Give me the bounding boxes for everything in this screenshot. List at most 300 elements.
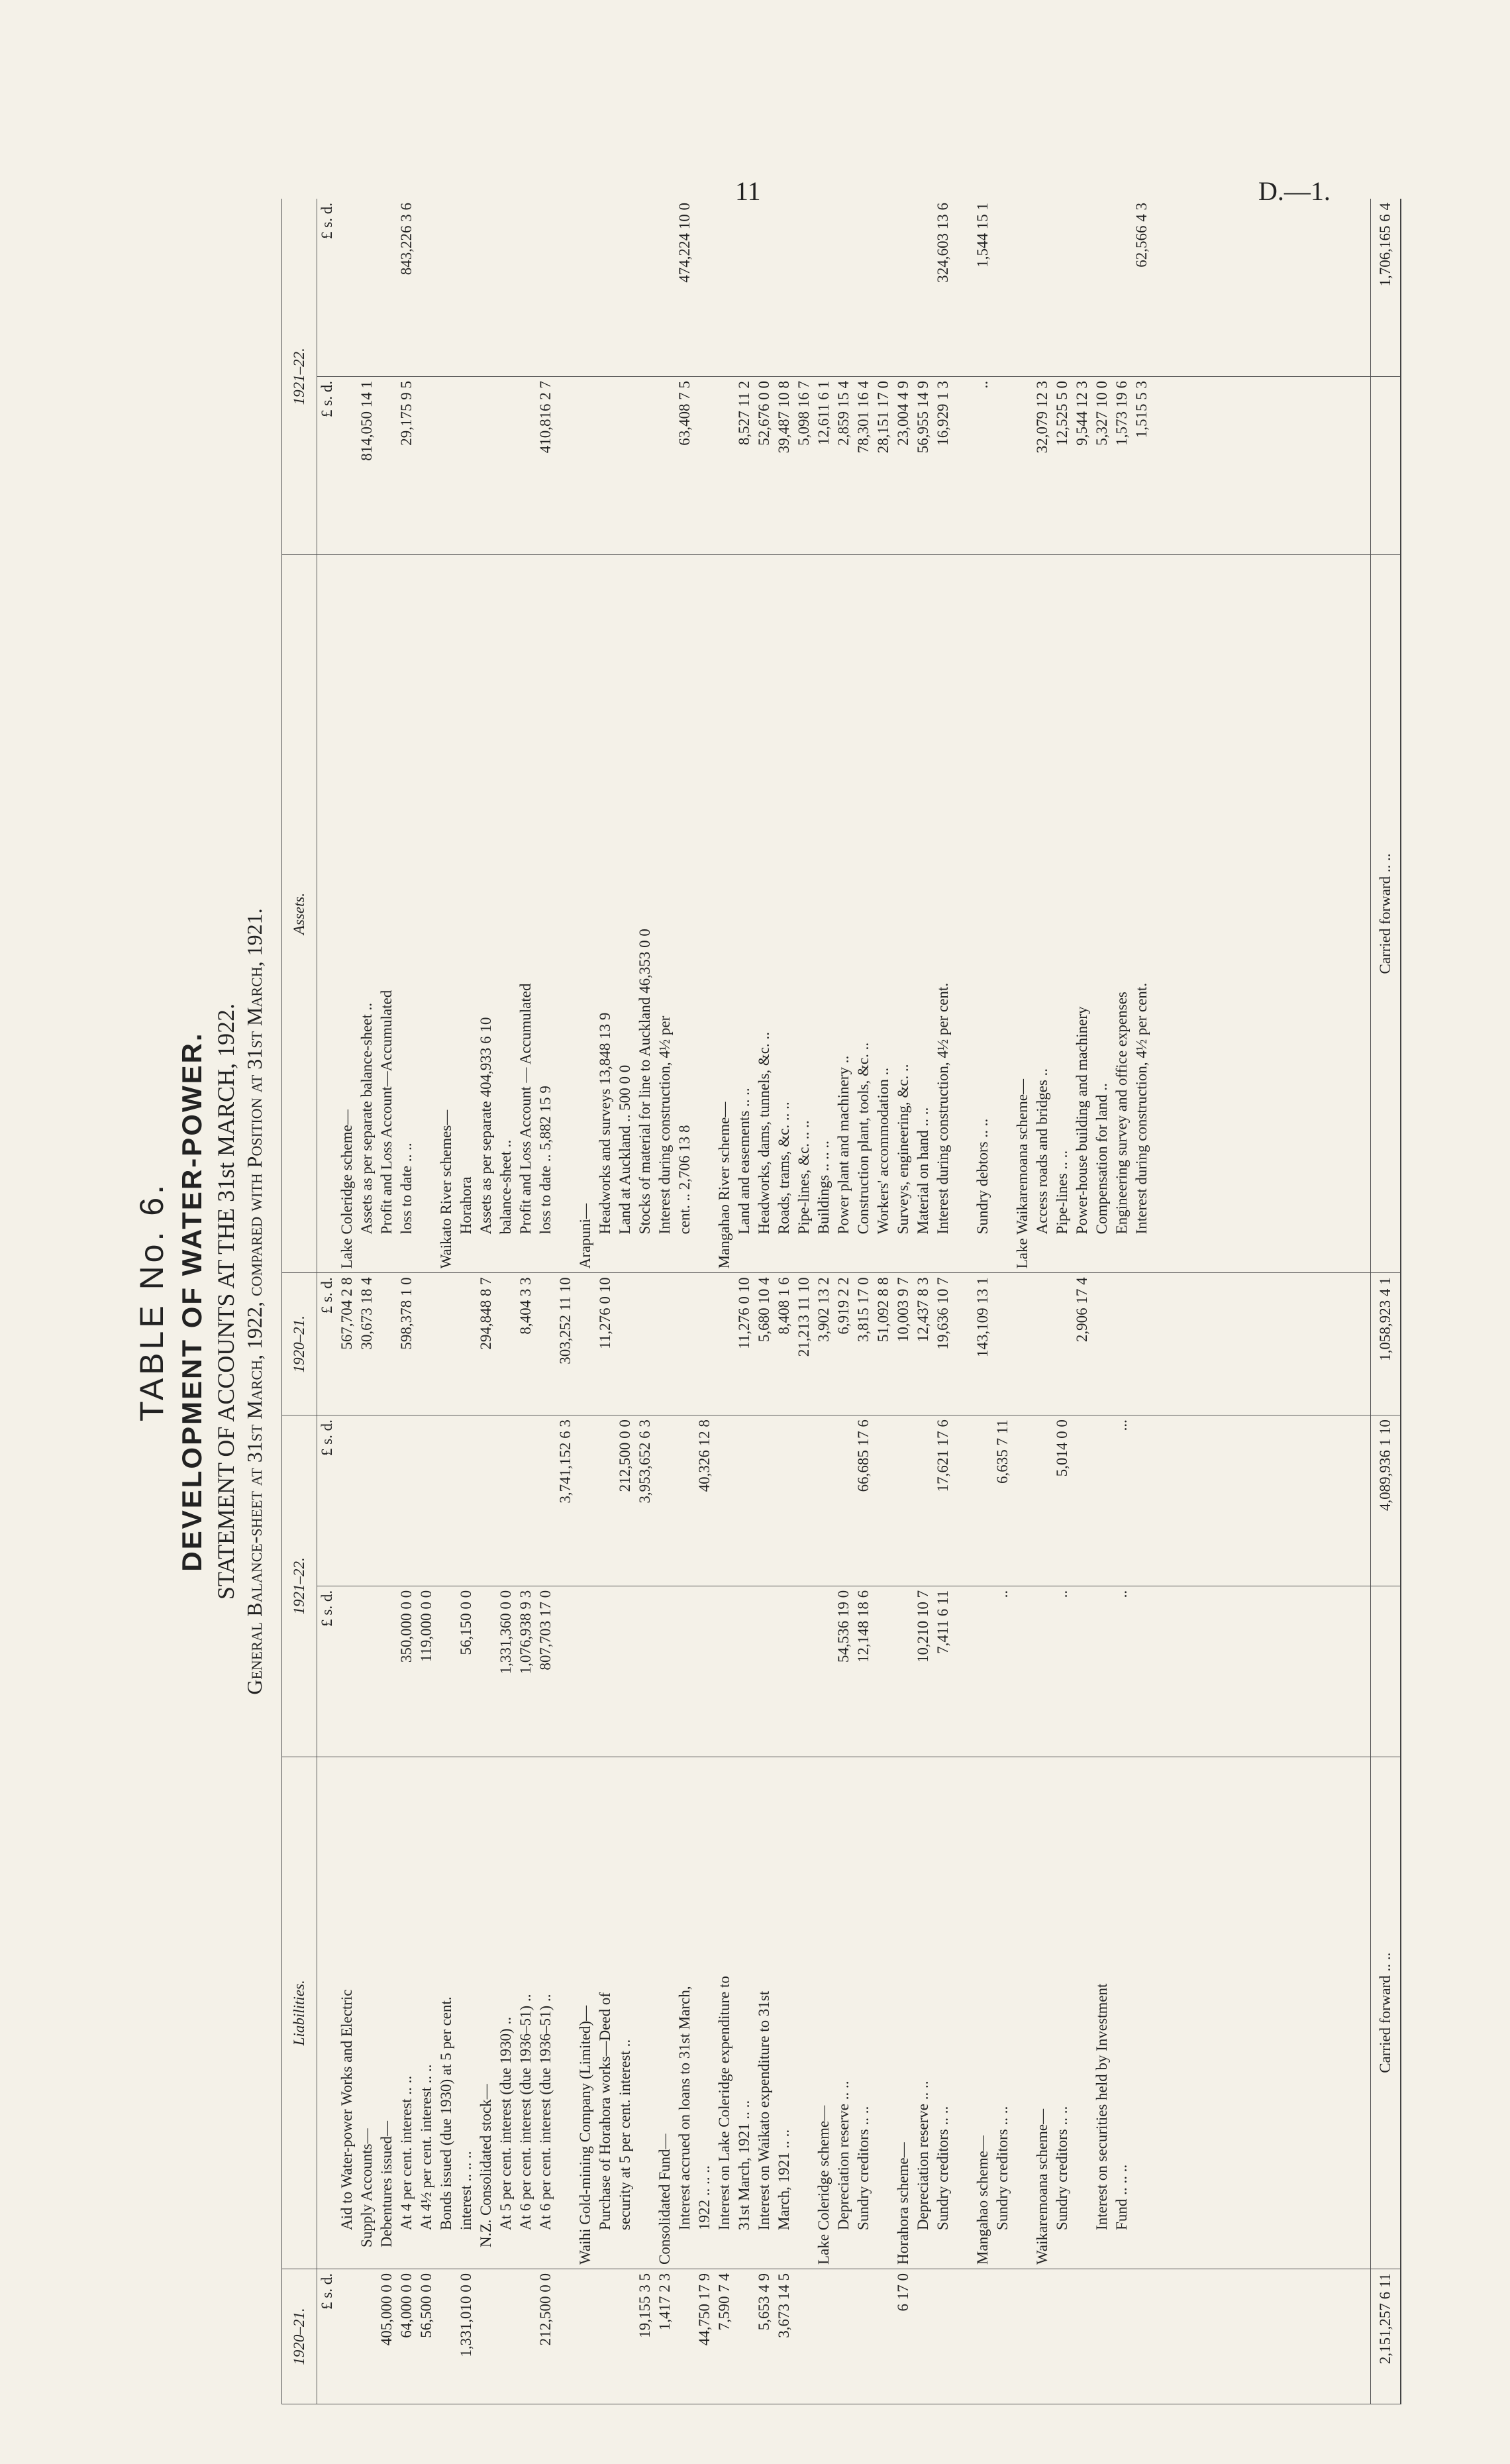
row-amount: [973, 1419, 993, 1582]
row-amount: 7,411 6 11: [934, 1590, 951, 1654]
assets-cur-detail-column: [337, 377, 1371, 555]
header-liab-prev-year: 1920–21.: [282, 2269, 317, 2404]
row-amount: 56,500 0 0: [418, 2273, 434, 2338]
row-amount: 5,653 4 9: [756, 2273, 772, 2331]
row-label: At 4 per cent. interest .. ..: [398, 2075, 415, 2230]
row-amount: [1013, 203, 1032, 372]
row-amount: 64,000 0 0: [398, 2273, 415, 2338]
row-amount: [754, 203, 774, 372]
row-amount: [675, 1277, 695, 1411]
row-amount: 143,109 13 1: [974, 1277, 991, 1358]
row-amount: [496, 203, 516, 372]
row-amount: [814, 2273, 834, 2400]
row-amount: [417, 1419, 436, 1582]
row-amount: [1072, 203, 1092, 372]
row-label: Arapuni—: [577, 1203, 593, 1269]
row-amount: [913, 203, 933, 372]
row-amount: [953, 381, 973, 550]
row-amount: [893, 1419, 913, 1582]
row-amount: [854, 203, 874, 372]
row-amount: [655, 381, 675, 550]
header-assets-prev-year: 1920–21.: [282, 1273, 317, 1415]
row-amount: 29,175 9 5: [398, 381, 415, 446]
row-amount: 350,000 0 0: [398, 1590, 415, 1663]
rotated-table-page: [113, 192, 1411, 2411]
row-amount: [655, 203, 675, 372]
row-amount: [516, 381, 536, 550]
row-amount: [834, 1419, 854, 1582]
row-amount: [1013, 1590, 1032, 1753]
row-amount: [754, 1590, 774, 1753]
row-label: Mangahao River scheme—: [716, 1102, 732, 1269]
row-label: Mangahao scheme—: [974, 2135, 991, 2265]
row-amount: [754, 1419, 774, 1582]
row-amount: [377, 203, 397, 372]
row-label: At 5 per cent. interest (due 1930) ..: [497, 2017, 514, 2230]
row-amount: [635, 203, 655, 372]
row-amount: [556, 1590, 576, 1753]
row-amount: 1,331,010 0 0: [458, 2273, 474, 2357]
row-amount: [576, 1590, 595, 1753]
row-label: March, 1921 .. ..: [776, 2129, 792, 2230]
row-amount: 5,014 0 0: [1054, 1419, 1070, 1477]
row-amount: [436, 2273, 456, 2400]
page-number: 11: [735, 176, 761, 206]
row-amount: 56,150 0 0: [458, 1590, 474, 1655]
row-amount: [476, 203, 496, 372]
row-amount: 9,544 12 3: [1074, 381, 1090, 446]
row-label: loss to date .. ..: [398, 1143, 415, 1235]
row-amount: [377, 1590, 397, 1753]
row-amount: 3,902 13 2: [815, 1277, 832, 1343]
row-amount: [635, 381, 655, 550]
row-amount: [874, 1590, 893, 1753]
row-label: 1922 .. .. ..: [696, 2165, 713, 2230]
assets-cur-total-column: [337, 199, 1371, 377]
row-amount: [1092, 1590, 1112, 1753]
row-amount: [774, 1590, 794, 1753]
row-amount: 12,437 8 3: [915, 1277, 931, 1343]
row-amount: 11,276 0 10: [597, 1277, 613, 1349]
row-amount: 32,079 12 3: [1034, 381, 1050, 454]
row-label: Debentures issued—: [378, 2120, 395, 2247]
row-amount: [1072, 1419, 1092, 1582]
row-amount: ..: [1113, 1590, 1130, 1598]
row-label: Compensation for land ..: [1093, 1083, 1110, 1235]
row-label: [874, 1761, 893, 2265]
row-amount: 807,703 17 0: [537, 1590, 554, 1670]
lsd-header: £ s. d.: [317, 1415, 338, 1586]
row-label: Pipe-lines, &c. .. ..: [795, 1120, 812, 1235]
row-amount: 62,566 4 3: [1133, 203, 1150, 268]
row-amount: [715, 203, 734, 372]
assets-labels-column: [337, 554, 1371, 1273]
assets-prev-column: [337, 1273, 1371, 1415]
row-label: Aid to Water-power Works and Electric: [338, 1989, 355, 2230]
row-amount: [456, 203, 476, 372]
row-label: Supply Accounts—: [358, 2128, 375, 2247]
liabilities-labels-column: [337, 1757, 1371, 2269]
row-amount: [516, 2273, 536, 2400]
row-amount: [436, 203, 456, 372]
row-label: Fund .. .. ..: [1113, 2164, 1130, 2230]
assets-carried-forward: Carried forward .. ..: [1371, 554, 1401, 1273]
row-amount: 294,848 8 7: [478, 1277, 494, 1350]
row-amount: [695, 1590, 715, 1753]
row-amount: 119,000 0 0: [418, 1590, 434, 1663]
row-amount: [794, 203, 814, 372]
row-amount: [1092, 1419, 1112, 1582]
row-label: At 6 per cent. interest (due 1936–51) ..: [517, 1994, 534, 2230]
row-amount: [357, 2273, 377, 2400]
row-amount: [715, 1277, 734, 1411]
row-label: Stocks of material for line to Auckland 46,353 0 0: [636, 929, 653, 1235]
row-amount: [695, 1277, 715, 1411]
row-label: Waihi Gold-mining Company (Limited)—: [577, 2005, 593, 2265]
row-label: security at 5 per cent. interest ..: [617, 2039, 633, 2230]
row-amount: [417, 1277, 436, 1411]
row-amount: [516, 203, 536, 372]
row-label: Depreciation reserve .. ..: [835, 2080, 852, 2230]
row-amount: [1013, 381, 1032, 550]
row-amount: [516, 1419, 536, 1582]
row-amount: [456, 381, 476, 550]
row-amount: 598,378 1 0: [398, 1277, 415, 1350]
row-amount: [1052, 203, 1072, 372]
row-amount: [655, 1590, 675, 1753]
row-amount: [655, 1419, 675, 1582]
row-amount: 567,704 2 8: [338, 1277, 355, 1350]
row-amount: [953, 1419, 973, 1582]
liabilities-cur-detail-column: [337, 1586, 1371, 1757]
row-amount: 12,148 18 6: [855, 1590, 872, 1663]
table-caption: General Balance-sheet at 31st March, 1922, compared with Position at 31st March, 1921.: [242, 908, 266, 1695]
row-amount: 30,673 18 4: [358, 1277, 375, 1350]
row-label: Access roads and bridges ..: [1034, 1068, 1050, 1235]
row-amount: 21,213 11 10: [795, 1277, 812, 1357]
row-amount: [436, 1277, 456, 1411]
row-amount: 3,815 17 0: [855, 1277, 872, 1343]
row-amount: 16,929 1 3: [934, 381, 951, 446]
row-amount: ..: [1054, 1590, 1070, 1598]
row-amount: [1092, 1277, 1112, 1411]
lsd-header: £ s. d.: [317, 199, 338, 377]
row-amount: [615, 203, 635, 372]
row-amount: [496, 1419, 516, 1582]
row-amount: [357, 1590, 377, 1753]
row-amount: [734, 1419, 754, 1582]
liabilities-prev-column: [337, 2269, 1371, 2404]
row-label: Interest on Waikato expenditure to 31st: [756, 1990, 772, 2230]
row-amount: [377, 1277, 397, 1411]
row-label: balance-sheet ..: [497, 1139, 514, 1235]
lsd-header: £ s. d.: [317, 377, 338, 555]
row-label: Roads, trams, &c. .. ..: [776, 1102, 792, 1235]
row-amount: [1032, 1419, 1052, 1582]
row-amount: [397, 1419, 417, 1582]
row-amount: 8,404 3 3: [517, 1277, 534, 1335]
row-label: [556, 559, 576, 1269]
row-amount: 2,906 17 4: [1074, 1277, 1090, 1343]
row-amount: 474,224 10 0: [676, 203, 693, 283]
row-label: Lake Waikaremoana scheme—: [1014, 1078, 1031, 1269]
header-liab-cur-year: 1921–22.: [282, 1415, 317, 1757]
row-amount: [874, 2273, 893, 2400]
row-amount: 28,151 17 0: [875, 381, 891, 454]
liabilities-cur-total-column: [337, 1415, 1371, 1586]
row-label: Sundry debtors .. ..: [974, 1118, 991, 1235]
row-amount: 66,685 17 6: [855, 1419, 872, 1492]
row-label: Surveys, engineering, &c. ..: [895, 1064, 911, 1235]
row-amount: [734, 2273, 754, 2400]
row-amount: 410,816 2 7: [537, 381, 554, 454]
row-amount: 3,953,652 6 3: [636, 1419, 653, 1504]
document-subtitle: STATEMENT OF ACCOUNTS AT THE 31st MARCH, 1922.: [213, 1003, 239, 1600]
row-label: Purchase of Horahora works—Deed of: [597, 1992, 613, 2230]
row-amount: ..: [974, 381, 991, 389]
row-amount: [595, 2273, 615, 2400]
row-label: [953, 559, 973, 1269]
row-amount: [417, 381, 436, 550]
row-amount: [1112, 203, 1132, 372]
row-amount: [615, 2273, 635, 2400]
row-amount: 5,680 10 4: [756, 1277, 772, 1343]
row-amount: [794, 2273, 814, 2400]
row-amount: [695, 203, 715, 372]
row-label: cent. .. 2,706 13 8: [676, 1125, 693, 1235]
balance-sheet-table: [281, 199, 1401, 2404]
liabilities-carried-prev: 2,151,257 6 11: [1371, 2269, 1401, 2404]
row-amount: [953, 1277, 973, 1411]
row-amount: [496, 2273, 516, 2400]
header-assets: Assets.: [282, 554, 317, 1273]
row-label: N.Z. Consolidated stock—: [478, 2084, 494, 2247]
row-amount: [576, 203, 595, 372]
row-amount: [357, 1419, 377, 1582]
row-amount: [953, 203, 973, 372]
row-amount: ...: [1113, 1419, 1130, 1431]
row-amount: [595, 1590, 615, 1753]
row-amount: 52,676 0 0: [756, 381, 772, 446]
row-amount: [794, 1419, 814, 1582]
lsd-header: £ s. d.: [317, 1273, 338, 1415]
row-amount: 12,525 5 0: [1054, 381, 1070, 446]
row-amount: 5,327 10 0: [1093, 381, 1110, 446]
row-amount: [675, 2273, 695, 2400]
row-amount: 12,611 6 1: [815, 381, 832, 445]
row-amount: [635, 1590, 655, 1753]
row-amount: [893, 203, 913, 372]
row-amount: 3,673 14 5: [776, 2273, 792, 2338]
row-amount: [476, 1419, 496, 1582]
row-amount: 843,226 3 6: [398, 203, 415, 276]
row-label: Lake Coleridge scheme—: [815, 2105, 832, 2265]
row-amount: [993, 1277, 1013, 1411]
row-amount: 54,536 19 0: [835, 1590, 852, 1663]
row-amount: [993, 381, 1013, 550]
row-amount: [893, 1590, 913, 1753]
header-assets-cur-year: 1921–22.: [282, 199, 317, 554]
row-label: Sundry creditors .. ..: [1054, 2106, 1070, 2230]
row-amount: [834, 2273, 854, 2400]
row-amount: 56,955 14 9: [915, 381, 931, 454]
row-amount: 23,004 4 9: [895, 381, 911, 446]
row-amount: 11,276 0 10: [736, 1277, 752, 1349]
row-amount: 3,741,152 6 3: [557, 1419, 574, 1504]
row-amount: 2,859 15 4: [835, 381, 852, 446]
row-label: [1013, 1761, 1032, 2265]
row-amount: [834, 203, 854, 372]
row-label: Pipe-lines .. ..: [1054, 1150, 1070, 1235]
row-amount: 212,500 0 0: [617, 1419, 633, 1492]
row-amount: 1,331,360 0 0: [497, 1590, 514, 1674]
row-amount: 10,003 9 7: [895, 1277, 911, 1343]
row-amount: [675, 1590, 695, 1753]
row-amount: [814, 1590, 834, 1753]
row-amount: [913, 1419, 933, 1582]
document-reference: D.—1.: [1258, 176, 1331, 206]
row-amount: [774, 1419, 794, 1582]
row-amount: 324,603 13 6: [934, 203, 951, 283]
row-amount: [436, 1419, 456, 1582]
lsd-header: £ s. d.: [317, 2269, 338, 2404]
row-amount: 405,000 0 0: [378, 2273, 395, 2346]
row-amount: 1,417 2 3: [656, 2273, 673, 2331]
row-amount: [1052, 1277, 1072, 1411]
row-amount: [814, 203, 834, 372]
row-amount: [913, 2273, 933, 2400]
row-label: Interest during construction, 4½ per cent.: [1133, 982, 1150, 1235]
row-label: Interest during construction, 4½ per cent.: [934, 982, 951, 1235]
row-label: At 4½ per cent. interest .. ..: [418, 2064, 434, 2230]
row-label: Buildings .. .. ..: [815, 1141, 832, 1235]
row-amount: [1092, 203, 1112, 372]
row-amount: [436, 1590, 456, 1753]
row-amount: [655, 1277, 675, 1411]
row-amount: 1,573 19 6: [1113, 381, 1130, 446]
row-amount: [496, 381, 516, 550]
assets-carried-cur: 1,706,165 6 4: [1371, 199, 1401, 377]
row-amount: [1013, 1277, 1032, 1411]
row-label: [556, 1761, 576, 2265]
row-amount: [556, 203, 576, 372]
row-amount: 63,408 7 5: [676, 381, 693, 446]
row-amount: 1,515 5 3: [1133, 381, 1150, 438]
row-amount: [953, 1590, 973, 1753]
row-label: Land at Auckland .. 500 0 0: [617, 1064, 633, 1235]
row-label: [635, 1761, 655, 2265]
row-label: [993, 559, 1013, 1269]
row-amount: [576, 381, 595, 550]
row-label: Sundry creditors .. ..: [855, 2106, 872, 2230]
row-amount: 8,527 11 2: [736, 381, 752, 445]
row-label: Profit and Loss Account — Accumulated: [517, 983, 534, 1235]
row-amount: [615, 381, 635, 550]
row-label: [695, 559, 715, 1269]
row-amount: [536, 1277, 556, 1411]
row-amount: [496, 1277, 516, 1411]
row-amount: 6 17 0: [895, 2273, 911, 2312]
row-amount: [456, 1277, 476, 1411]
row-label: Sundry creditors .. ..: [994, 2106, 1011, 2230]
row-label: loss to date .. 5,882 15 9: [537, 1086, 554, 1235]
row-amount: [1032, 203, 1052, 372]
row-label: Assets as per separate balance-sheet ..: [358, 1003, 375, 1235]
row-label: Headworks, dams, tunnels, &c. ..: [756, 1031, 772, 1235]
row-amount: [456, 1419, 476, 1582]
document-title: DEVELOPMENT OF WATER-POWER.: [176, 1031, 207, 1572]
row-amount: [675, 1419, 695, 1582]
assets-carried-prev: 1,058,923 4 1: [1371, 1273, 1401, 1415]
row-label: Depreciation reserve .. ..: [915, 2080, 931, 2230]
lsd-header: £ s. d.: [317, 1586, 338, 1757]
row-amount: [536, 1419, 556, 1582]
row-label: Consolidated Fund—: [656, 2133, 673, 2265]
row-amount: [615, 1277, 635, 1411]
table-number: TABLE No. 6.: [133, 1182, 170, 1421]
row-amount: [357, 203, 377, 372]
row-amount: [874, 203, 893, 372]
row-amount: 1,076,938 9 3: [517, 1590, 534, 1674]
row-label: Interest on securities held by Investment: [1093, 1983, 1110, 2230]
row-amount: 7,590 7 4: [716, 2273, 732, 2331]
row-amount: [337, 2273, 357, 2400]
row-label: Sundry creditors .. ..: [934, 2106, 951, 2230]
row-amount: [476, 381, 496, 550]
row-amount: [814, 1419, 834, 1582]
row-amount: [635, 1277, 655, 1411]
row-label: Material on hand .. ..: [915, 1107, 931, 1235]
row-label: Power plant and machinery ..: [835, 1055, 852, 1235]
row-amount: [973, 1590, 993, 1753]
row-amount: [1032, 1590, 1052, 1753]
row-amount: [1132, 1277, 1152, 1411]
row-label: Bonds issued (due 1930) at 5 per cent.: [438, 1996, 454, 2230]
row-amount: 17,621 17 6: [934, 1419, 951, 1492]
row-label: At 6 per cent. interest (due 1936–51) ..: [537, 1994, 554, 2230]
row-label: Horahora: [458, 1176, 474, 1235]
titles-block: [132, 192, 267, 2411]
row-label: Waikato River schemes—: [438, 1109, 454, 1269]
row-amount: 814,050 14 1: [358, 381, 375, 461]
row-amount: 44,750 17 9: [696, 2273, 713, 2346]
row-amount: [1013, 1419, 1032, 1582]
row-amount: [874, 1419, 893, 1582]
row-amount: [417, 203, 436, 372]
row-label: [953, 1761, 973, 2265]
row-amount: [1112, 1277, 1132, 1411]
row-amount: [337, 381, 357, 550]
row-amount: [615, 1590, 635, 1753]
row-amount: 303,252 11 10: [557, 1277, 574, 1364]
row-amount: [595, 381, 615, 550]
row-amount: 40,326 12 8: [696, 1419, 713, 1492]
row-label: 31st March, 1921 .. ..: [736, 2100, 752, 2230]
row-label: Land and easements .. ..: [736, 1088, 752, 1235]
row-amount: 5,098 16 7: [795, 381, 812, 446]
row-amount: [715, 1419, 734, 1582]
row-amount: 1,544 15 1: [974, 203, 991, 268]
row-label: Assets as per separate 404,933 6 10: [478, 1017, 494, 1235]
row-label: [1072, 1761, 1092, 2265]
row-amount: [556, 381, 576, 550]
row-amount: [377, 381, 397, 550]
row-amount: [734, 203, 754, 372]
liabilities-carried-cur: 4,089,936 1 10: [1371, 1415, 1401, 1586]
row-amount: [576, 1419, 595, 1582]
row-label: Interest on Lake Coleridge expenditure to: [716, 1976, 732, 2230]
row-label: Workers' accommodation ..: [875, 1067, 891, 1235]
